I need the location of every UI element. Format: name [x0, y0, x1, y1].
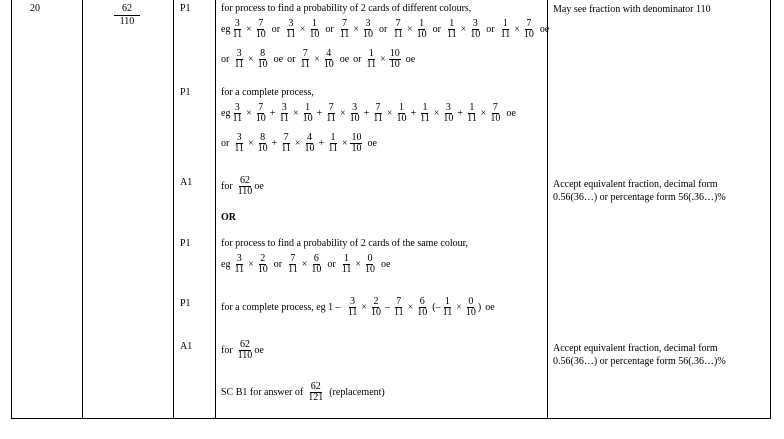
math-token: 10: [302, 112, 313, 124]
math-token: 10: [416, 28, 427, 40]
math-token: ×: [433, 107, 440, 119]
column-divider: [547, 0, 548, 418]
math-token: or: [432, 23, 441, 35]
math-token: (–: [432, 301, 441, 313]
math-token: oe: [380, 258, 391, 270]
fraction: [257, 254, 269, 275]
guidance-note: Accept equivalent fraction, decimal form 0.56(36…) or percentage form 56(.36…)%: [553, 179, 726, 203]
math-token: ×: [407, 301, 414, 313]
p2-description: for a complete process,: [221, 87, 314, 98]
math-token: 2: [260, 252, 266, 264]
special-case: [221, 380, 389, 404]
mark-p1: P1: [180, 87, 191, 98]
math-token: 7: [258, 101, 264, 113]
math-token: oe: [254, 180, 264, 192]
math-token: eg: [221, 107, 231, 119]
math-token: ): [477, 301, 482, 313]
a1-criterion: [221, 174, 264, 198]
math-token: 10: [364, 263, 375, 275]
expression-row: [221, 131, 381, 155]
fraction: [327, 133, 339, 154]
math-token: ×: [361, 301, 367, 313]
fraction: [396, 103, 408, 124]
math-token: 11: [326, 112, 336, 124]
math-token: 7: [342, 17, 348, 29]
expression-row: [221, 47, 419, 71]
math-token: ×: [247, 137, 254, 149]
math-token: ×: [247, 53, 254, 65]
math-token: 10: [323, 58, 334, 70]
expression-row: [221, 252, 394, 276]
math-token: 11: [279, 112, 290, 124]
mark-p1: P1: [180, 298, 191, 309]
math-token: (replacement): [329, 386, 385, 398]
math-token: or: [273, 258, 283, 270]
math-token: 11: [373, 112, 383, 124]
fraction: [307, 382, 324, 403]
math-token: 3: [234, 101, 240, 113]
fraction: [349, 103, 361, 124]
column-divider: [173, 0, 174, 418]
math-token: ×: [339, 107, 346, 119]
math-token: for a complete process, eg 1 –: [221, 301, 341, 313]
math-token: 11: [442, 306, 453, 318]
math-token: oe: [367, 137, 377, 149]
or-separator: OR: [221, 212, 236, 223]
math-token: 10: [255, 112, 266, 124]
math-token: 10: [304, 142, 315, 154]
fraction: [416, 297, 428, 318]
math-token: eg: [221, 258, 231, 270]
math-token: 110: [237, 185, 253, 197]
column-divider: [215, 0, 216, 418]
fraction: [231, 103, 243, 124]
fraction: [341, 254, 353, 275]
math-token: oe: [273, 53, 284, 65]
column-divider: [82, 0, 83, 418]
math-token: 10: [257, 263, 268, 275]
fraction: [465, 297, 477, 318]
mark-p1: P1: [180, 238, 191, 249]
math-token: 7: [526, 17, 532, 29]
fraction: [255, 19, 267, 40]
fraction: [287, 254, 299, 275]
math-token: ×: [386, 107, 393, 119]
math-token: oe: [254, 344, 264, 356]
fraction: [347, 297, 359, 318]
math-token: 4: [326, 47, 332, 59]
math-token: 1: [311, 17, 317, 29]
math-token: 7: [492, 101, 498, 113]
math-token: 6: [419, 295, 425, 307]
fraction: [364, 254, 376, 275]
math-token: 10: [443, 112, 454, 124]
math-token: 3: [281, 101, 287, 113]
math-token: 11: [446, 28, 457, 40]
mark-a1: A1: [180, 177, 193, 188]
math-token: ×: [480, 107, 487, 119]
math-token: 110: [237, 349, 253, 361]
fraction: [500, 19, 512, 40]
fraction: [350, 133, 362, 154]
math-token: 62: [239, 338, 250, 350]
math-token: 3: [236, 131, 242, 143]
math-token: ×: [301, 258, 308, 270]
math-token: 3: [352, 101, 358, 113]
math-token: 0: [468, 295, 474, 307]
math-token: 11: [234, 142, 244, 154]
math-token: 10: [257, 142, 268, 154]
math-token: 1: [330, 131, 336, 143]
math-token: 11: [366, 58, 377, 70]
fraction: [278, 103, 290, 124]
math-token: SC B1 for answer of: [221, 386, 304, 398]
fraction: [257, 49, 269, 70]
math-token: 7: [283, 131, 289, 143]
math-token: 7: [302, 47, 308, 59]
math-token: 11: [286, 28, 296, 40]
math-token: 3: [350, 295, 355, 307]
math-token: 1: [368, 47, 374, 59]
fraction: [285, 19, 297, 40]
math-token: 11: [393, 306, 404, 318]
fraction: [257, 133, 269, 154]
math-token: 62: [239, 174, 250, 186]
math-token: 10: [465, 306, 476, 318]
math-token: 7: [258, 17, 264, 29]
math-token: 10: [396, 112, 407, 124]
guidance-note: May see fraction with denominator 110: [553, 4, 711, 15]
math-token: oe: [485, 301, 495, 313]
math-token: 11: [288, 263, 298, 275]
math-token: 7: [396, 295, 402, 307]
math-token: 1: [444, 295, 450, 307]
math-token: 10: [351, 131, 362, 143]
math-token: 3: [288, 17, 294, 29]
fraction: [393, 297, 405, 318]
math-token: 3: [234, 17, 240, 29]
math-token: 10: [349, 112, 360, 124]
math-token: or: [353, 53, 362, 65]
math-token: 10: [311, 263, 322, 275]
math-token: 62: [310, 380, 321, 392]
expression-row: [221, 101, 520, 125]
math-token: for: [221, 344, 233, 356]
fraction: [442, 297, 454, 318]
math-token: +: [269, 107, 276, 119]
math-token: +: [318, 137, 325, 149]
math-token: 11: [393, 28, 403, 40]
math-token: 11: [234, 58, 244, 70]
math-token: 3: [445, 101, 451, 113]
mark-p1: P1: [180, 3, 191, 14]
math-token: 11: [234, 263, 245, 275]
fraction: [372, 103, 384, 124]
math-token: –: [384, 301, 390, 313]
fraction: [469, 19, 481, 40]
fraction: [419, 103, 431, 124]
math-token: 10: [362, 28, 373, 40]
fraction: [233, 49, 245, 70]
math-token: 1: [502, 17, 508, 29]
fraction: [416, 19, 428, 40]
math-token: for: [221, 180, 233, 192]
math-token: 10: [470, 28, 481, 40]
fraction: [323, 49, 335, 70]
mark-a1: A1: [180, 341, 193, 352]
p1-description: for process to find a probability of 2 cards of different colours,: [221, 3, 472, 14]
math-token: +: [410, 107, 417, 119]
math-token: or: [378, 23, 388, 35]
math-token: +: [363, 107, 370, 119]
fraction: [233, 254, 245, 275]
math-token: oe: [405, 53, 416, 65]
math-token: 7: [375, 101, 381, 113]
math-token: 10: [309, 28, 320, 40]
math-token: 10: [490, 112, 501, 124]
math-token: ×: [246, 107, 252, 119]
math-token: 11: [347, 306, 358, 318]
math-token: 11: [232, 28, 243, 40]
math-token: 3: [472, 17, 478, 29]
fraction: [466, 103, 478, 124]
math-token: 6: [313, 252, 319, 264]
math-token: 11: [300, 58, 311, 70]
math-token: 4: [307, 131, 313, 143]
math-token: 11: [420, 112, 430, 124]
math-token: ×: [353, 23, 359, 35]
fraction: [237, 176, 254, 197]
fraction: [362, 19, 374, 40]
math-token: 10: [389, 47, 400, 59]
math-token: ×: [380, 53, 386, 65]
math-token: ×: [460, 23, 467, 35]
math-token: +: [457, 107, 464, 119]
math-token: 11: [232, 112, 243, 124]
fraction: [237, 340, 254, 361]
math-token: 11: [328, 142, 338, 154]
math-token: oe: [506, 107, 516, 119]
math-token: eg: [221, 23, 231, 35]
p5-criterion: [221, 295, 499, 319]
fraction: [280, 133, 292, 154]
math-token: 1: [422, 101, 428, 113]
math-token: 10: [523, 28, 534, 40]
fraction: [308, 19, 320, 40]
fraction: [446, 19, 458, 40]
math-token: 1: [469, 101, 475, 113]
question-number: 20: [30, 3, 40, 14]
math-token: 11: [341, 263, 352, 275]
math-token: or: [287, 53, 296, 65]
math-token: 8: [260, 131, 266, 143]
math-token: 10: [255, 28, 266, 40]
fraction: [310, 254, 322, 275]
math-token: 121: [308, 391, 324, 403]
math-token: 10: [389, 58, 400, 70]
fraction: [523, 19, 535, 40]
fraction: [442, 103, 454, 124]
math-token: 10: [257, 58, 268, 70]
math-token: 2: [373, 295, 379, 307]
math-token: or: [327, 258, 336, 270]
math-token: 3: [365, 17, 371, 29]
fraction: [489, 103, 501, 124]
math-token: ×: [514, 23, 520, 35]
math-token: 10: [417, 306, 428, 318]
fraction: [392, 19, 404, 40]
p4-description: for process to find a probability of 2 cards of the same colour,: [221, 238, 469, 249]
math-token: ×: [406, 23, 413, 35]
math-token: ×: [293, 107, 299, 119]
fraction: [325, 103, 337, 124]
fraction: [339, 19, 351, 40]
math-token: 7: [290, 252, 296, 264]
math-token: ×: [294, 137, 301, 149]
fraction: [231, 19, 243, 40]
math-token: 11: [467, 112, 477, 124]
math-token: 1: [305, 101, 311, 113]
math-token: or: [486, 23, 495, 35]
math-token: 7: [395, 17, 401, 29]
math-token: 10: [351, 142, 362, 154]
fraction: [299, 49, 311, 70]
math-token: or: [221, 137, 230, 149]
math-token: ×: [248, 258, 254, 270]
math-token: oe: [339, 53, 350, 65]
math-token: 1: [419, 17, 425, 29]
math-token: +: [271, 137, 278, 149]
math-token: 1: [449, 17, 455, 29]
math-token: ×: [341, 137, 348, 149]
expression-row: [221, 17, 553, 41]
math-token: 11: [500, 28, 511, 40]
fraction: [370, 297, 382, 318]
math-token: 7: [328, 101, 334, 113]
math-token: ×: [299, 23, 306, 35]
math-token: ×: [355, 258, 361, 270]
math-token: 11: [339, 28, 350, 40]
math-token: oe: [539, 23, 550, 35]
fraction: [304, 133, 316, 154]
math-token: 1: [399, 101, 404, 113]
math-token: or: [271, 23, 281, 35]
fraction: [389, 49, 401, 70]
math-token: ×: [314, 53, 320, 65]
math-token: 1: [344, 252, 350, 264]
guidance-note: Accept equivalent fraction, decimal form 0.56(36…) or percentage form 56(.36…)%: [553, 343, 726, 367]
fraction: [302, 103, 314, 124]
math-token: 10: [370, 306, 381, 318]
math-token: ×: [456, 301, 462, 313]
math-token: ×: [246, 23, 252, 35]
math-token: 8: [260, 47, 266, 59]
math-token: or: [325, 23, 334, 35]
fraction: [255, 103, 267, 124]
math-token: 3: [236, 47, 242, 59]
math-token: 3: [236, 252, 242, 264]
math-token: +: [316, 107, 323, 119]
math-token: 0: [367, 252, 373, 264]
fraction: [233, 133, 245, 154]
math-token: 11: [281, 142, 291, 154]
final-answer: 62 110: [114, 3, 140, 28]
a1-criterion: [221, 338, 264, 362]
fraction: [366, 49, 378, 70]
math-token: or: [221, 53, 230, 65]
